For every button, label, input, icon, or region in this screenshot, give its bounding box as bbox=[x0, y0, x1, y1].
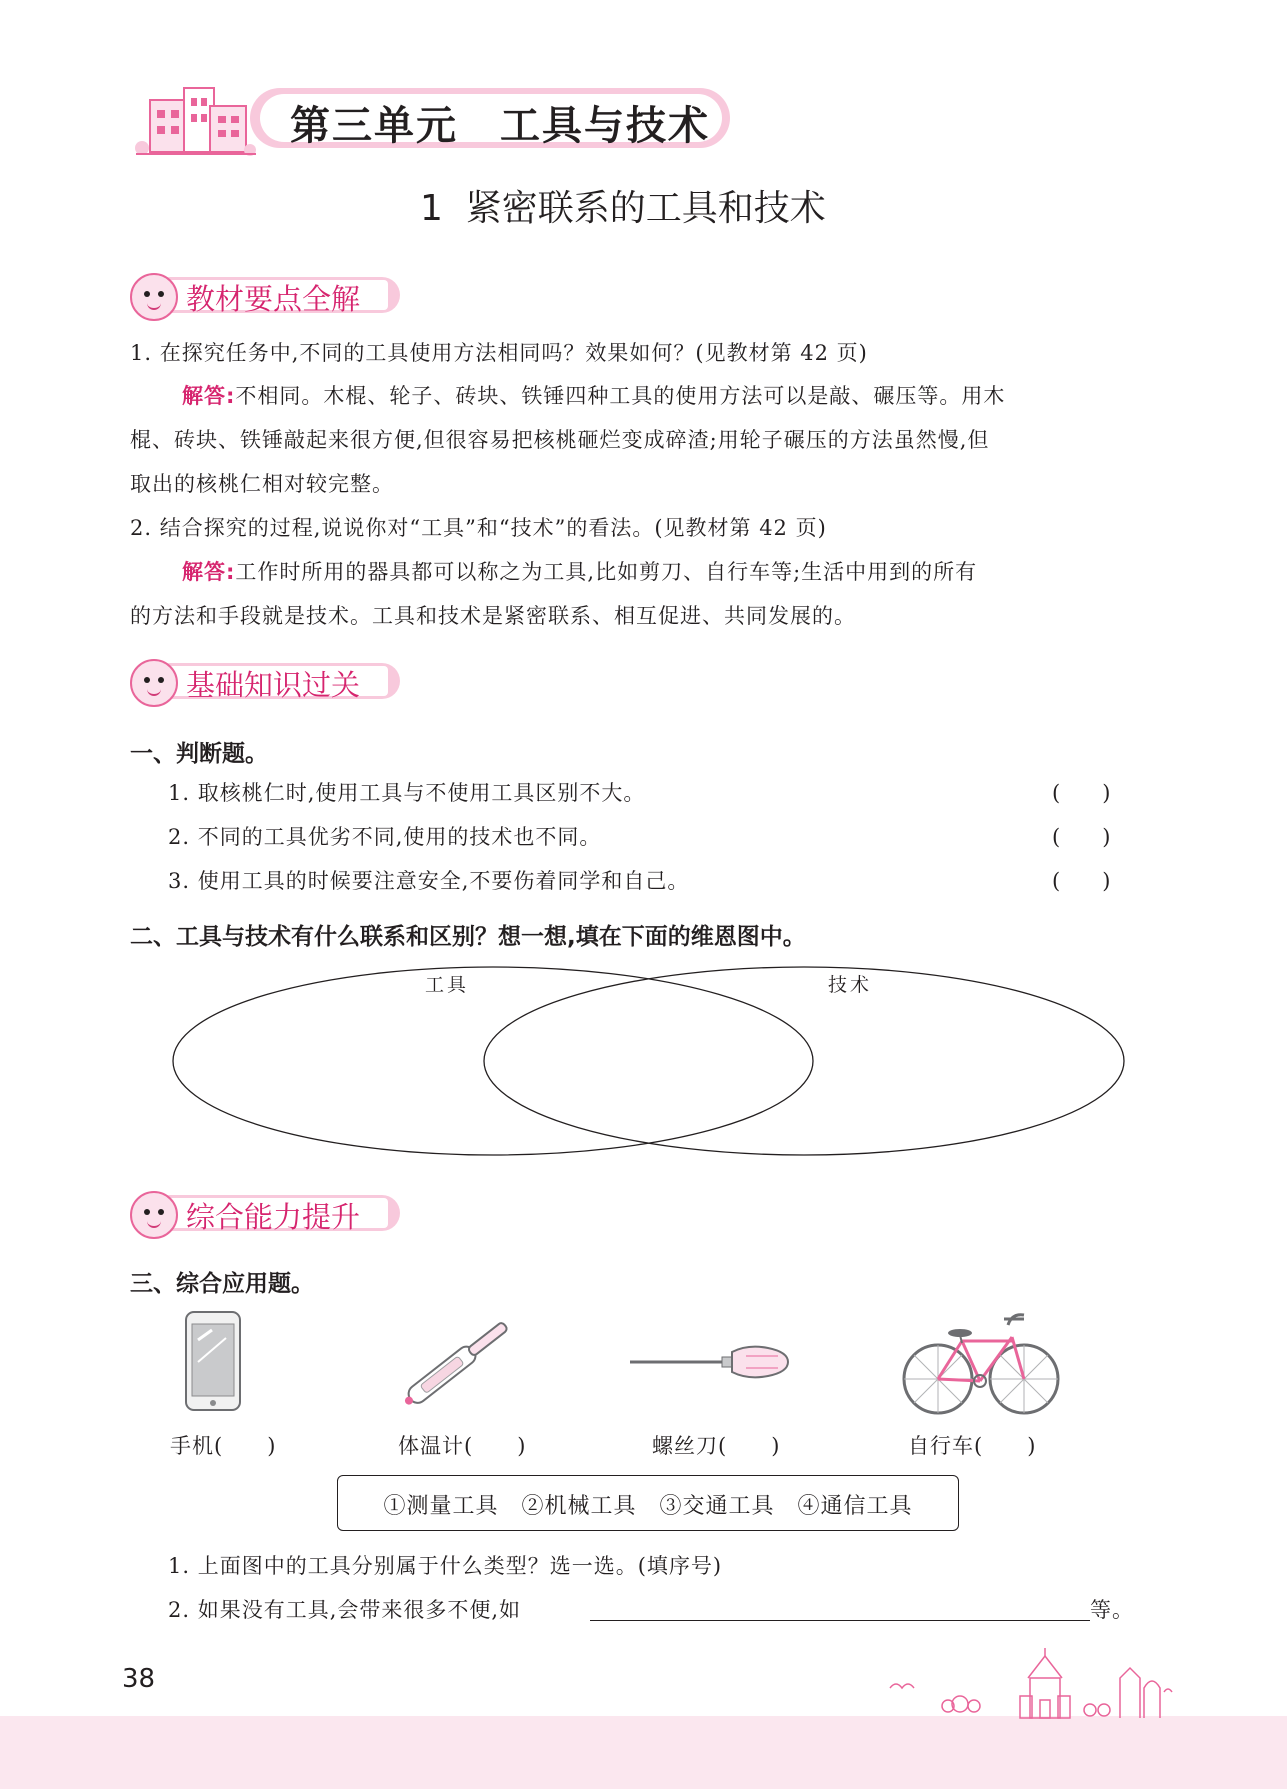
section-title: 综合能力提升 bbox=[186, 1200, 361, 1234]
building-illustration-icon bbox=[130, 78, 260, 160]
judgement-item: 2. 不同的工具优劣不同,使用的技术也不同。 bbox=[168, 825, 602, 849]
venn-label-tools: 工具 bbox=[425, 974, 470, 996]
question-text: 1. 在探究任务中,不同的工具使用方法相同吗？效果如何？(见教材第 42 页) bbox=[130, 341, 868, 365]
section-header-comprehensive bbox=[130, 1190, 410, 1236]
tool-label-phone: 手机( ) bbox=[170, 1434, 277, 1458]
answer-blank[interactable]: ( ) bbox=[1052, 869, 1111, 893]
venn-diagram[interactable] bbox=[170, 965, 1130, 1165]
section-title: 基础知识过关 bbox=[186, 668, 361, 702]
answer-line bbox=[182, 380, 1005, 410]
thermometer-icon bbox=[404, 1316, 516, 1408]
judgement-item: 1. 取核桃仁时,使用工具与不使用工具区别不大。 bbox=[168, 781, 646, 805]
answer-label: 解答: bbox=[182, 384, 236, 408]
lesson-title: 1 紧密联系的工具和技术 bbox=[420, 188, 826, 229]
answer-blank[interactable]: ( ) bbox=[1052, 825, 1111, 849]
venn-label-technology: 技术 bbox=[828, 974, 873, 996]
answer-text: 工作时所用的器具都可以称之为工具,比如剪刀、自行车等;生活中用到的所有 bbox=[235, 560, 978, 584]
unit-banner bbox=[130, 78, 745, 160]
question-text: 2. 结合探究的过程,说说你对“工具”和“技术”的看法。(见教材第 42 页) bbox=[130, 516, 827, 540]
venn-heading: 二、工具与技术有什么联系和区别？想一想,填在下面的维恩图中。 bbox=[130, 924, 806, 950]
application-question-1: 1. 上面图中的工具分别属于什么类型？选一选。(填序号) bbox=[168, 1554, 723, 1578]
bicycle-icon bbox=[900, 1305, 1062, 1417]
page-number: 38 bbox=[122, 1664, 156, 1694]
venn-circle-technology[interactable] bbox=[484, 967, 1124, 1155]
section-header-textbook-points bbox=[130, 272, 410, 318]
mascot-face-icon bbox=[130, 273, 178, 321]
options-text: ①测量工具 ②机械工具 ③交通工具 ④通信工具 bbox=[383, 1494, 913, 1519]
answer-text: 棍、砖块、铁锤敲起来很方便,但很容易把核桃砸烂变成碎渣;用轮子碾压的方法虽然慢,但 bbox=[130, 428, 990, 452]
tool-label-screwdriver: 螺丝刀( ) bbox=[652, 1434, 781, 1458]
answer-blank[interactable]: ( ) bbox=[1052, 781, 1111, 805]
judgement-heading: 一、判断题。 bbox=[130, 741, 268, 767]
answer-text: 不相同。木棍、轮子、砖块、铁锤四种工具的使用方法可以是敲、碾压等。用木 bbox=[235, 384, 1006, 408]
screwdriver-icon bbox=[628, 1340, 792, 1380]
answer-text: 取出的核桃仁相对较完整。 bbox=[130, 472, 394, 496]
mascot-face-icon bbox=[130, 659, 178, 707]
unit-title: 第三单元 工具与技术 bbox=[290, 102, 710, 149]
footer-band bbox=[0, 1716, 1287, 1789]
fill-in-blank[interactable] bbox=[590, 1620, 1090, 1621]
venn-circle-tools[interactable] bbox=[173, 967, 813, 1155]
tool-label-thermometer: 体温计( ) bbox=[398, 1434, 527, 1458]
application-question-2-suffix: 等。 bbox=[1090, 1598, 1134, 1622]
castle-decoration-icon bbox=[880, 1648, 1180, 1720]
mascot-face-icon bbox=[130, 1191, 178, 1239]
tool-label-bicycle: 自行车( ) bbox=[908, 1434, 1037, 1458]
application-question-2: 2. 如果没有工具,会带来很多不便,如 bbox=[168, 1598, 522, 1622]
judgement-item: 3. 使用工具的时候要注意安全,不要伤着同学和自己。 bbox=[168, 869, 690, 893]
answer-text: 的方法和手段就是技术。工具和技术是紧密联系、相互促进、共同发展的。 bbox=[130, 604, 856, 628]
answer-line bbox=[182, 556, 977, 586]
section-header-basic-knowledge bbox=[130, 658, 410, 704]
section-title: 教材要点全解 bbox=[186, 282, 361, 316]
phone-icon bbox=[182, 1310, 244, 1414]
application-heading: 三、综合应用题。 bbox=[130, 1271, 314, 1297]
options-box bbox=[337, 1475, 959, 1531]
answer-label: 解答: bbox=[182, 560, 236, 584]
